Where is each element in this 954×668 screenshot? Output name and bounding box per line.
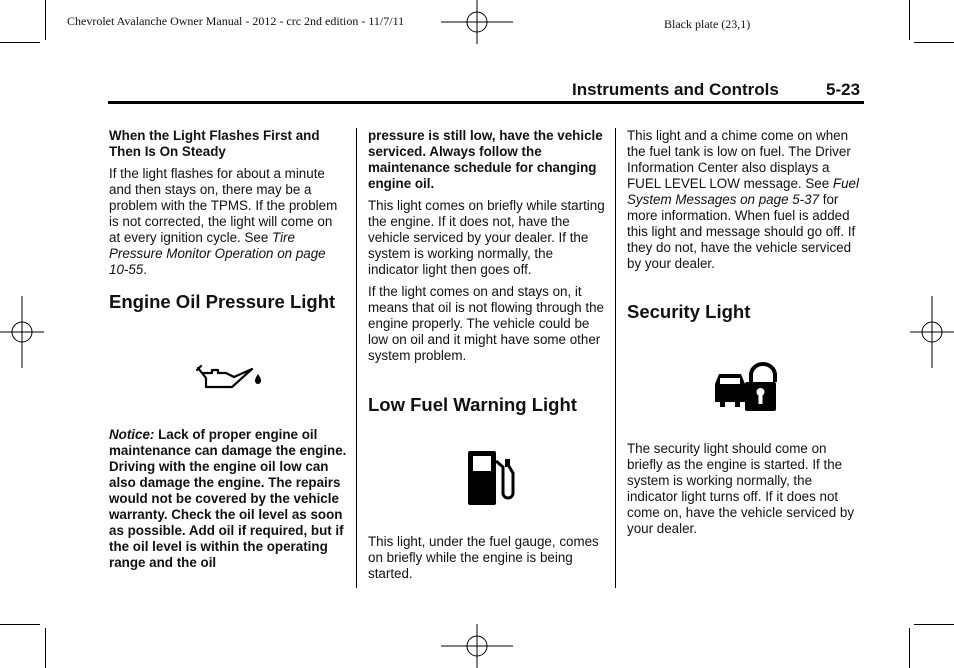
paragraph: If the light flashes for about a minute and then stays on, there may be a problem with the TPMS. If the problem is not corrected, the light will come on at every ignition cycle. See Tire Pressure Monitor Operation on page 10-55. xyxy=(109,166,338,277)
column-2 xyxy=(368,128,606,370)
crop-mark xyxy=(909,628,910,668)
column-2-bottom xyxy=(368,534,606,588)
paragraph: If the light comes on and stays on, it means that oil is not flowing through the engine properly. The vehicle could be low on oil and it might have some other system problem. xyxy=(368,284,604,363)
heading-low-fuel: Low Fuel Warning Light xyxy=(368,394,577,415)
crop-mark xyxy=(0,42,40,43)
section-title: Instruments and Controls xyxy=(572,80,779,99)
column-divider xyxy=(356,128,357,588)
cross-reference: Tire Pressure Monitor Operation on page 10-55 xyxy=(109,230,326,277)
column-3-bottom xyxy=(627,441,865,543)
registration-mark-left xyxy=(0,296,44,368)
registration-mark-right xyxy=(910,296,954,368)
paragraph: This light comes on briefly while starting the engine. If it does not, have the vehicle serviced by your dealer. If the system is working normally, the indicator light then goes off. xyxy=(368,198,605,277)
fuel-pump-icon xyxy=(465,449,515,507)
crop-mark xyxy=(0,624,40,625)
column-divider xyxy=(615,128,616,588)
page-number: 5-23 xyxy=(826,80,861,99)
notice-label: Notice: xyxy=(109,427,155,442)
car-padlock-icon xyxy=(713,362,777,412)
oil-can-icon xyxy=(196,364,262,390)
column-1 xyxy=(109,128,347,284)
registration-mark-bottom xyxy=(441,624,513,668)
subheading: When the Light Flashes First and Then Is On Steady xyxy=(109,128,320,159)
notice-block xyxy=(109,427,347,577)
heading-engine-oil: Engine Oil Pressure Light xyxy=(109,291,336,312)
paragraph: This light, under the fuel gauge, comes on briefly while the engine is being started. xyxy=(368,534,599,581)
notice: Notice: Lack of proper engine oil maintenance can damage the engine. Driving with the engine oil low can also damage the engine. The repairs would not be covered by the vehicle warranty. Check the oil level as soon as possible. Add oil if required, but if the oil level is within the operating range and the oil xyxy=(109,427,347,570)
cross-reference: Fuel System Messages on page 5-37 xyxy=(627,176,859,207)
crop-mark xyxy=(914,624,954,625)
paragraph: This light and a chime come on when the fuel tank is low on fuel. The Driver Information Center also displays a FUEL LEVEL LOW message. See Fuel System Messages on page 5-37 for more information. When fuel is added this light and message should go off. If they do not, have the vehicle serviced by your dealer. xyxy=(627,128,859,271)
registration-mark-top xyxy=(441,0,513,44)
crop-mark xyxy=(45,0,46,40)
header-rule xyxy=(108,101,864,104)
crop-mark xyxy=(45,628,46,668)
plate-label: Black plate (23,1) xyxy=(664,17,751,31)
notice-continued: pressure is still low, have the vehicle serviced. Always follow the maintenance schedule for changing engine oil. xyxy=(368,128,603,191)
paragraph: The security light should come on briefly as the engine is started. If the system is working normally, the indicator light turns off. If it does not come on, have the vehicle serviced by your dealer. xyxy=(627,441,855,536)
crop-mark xyxy=(909,0,910,40)
heading-security: Security Light xyxy=(627,301,751,322)
column-3 xyxy=(627,128,865,278)
crop-mark xyxy=(914,42,954,43)
manual-title: Chevrolet Avalanche Owner Manual - 2012 - crc 2nd edition - 11/7/11 xyxy=(67,14,405,28)
